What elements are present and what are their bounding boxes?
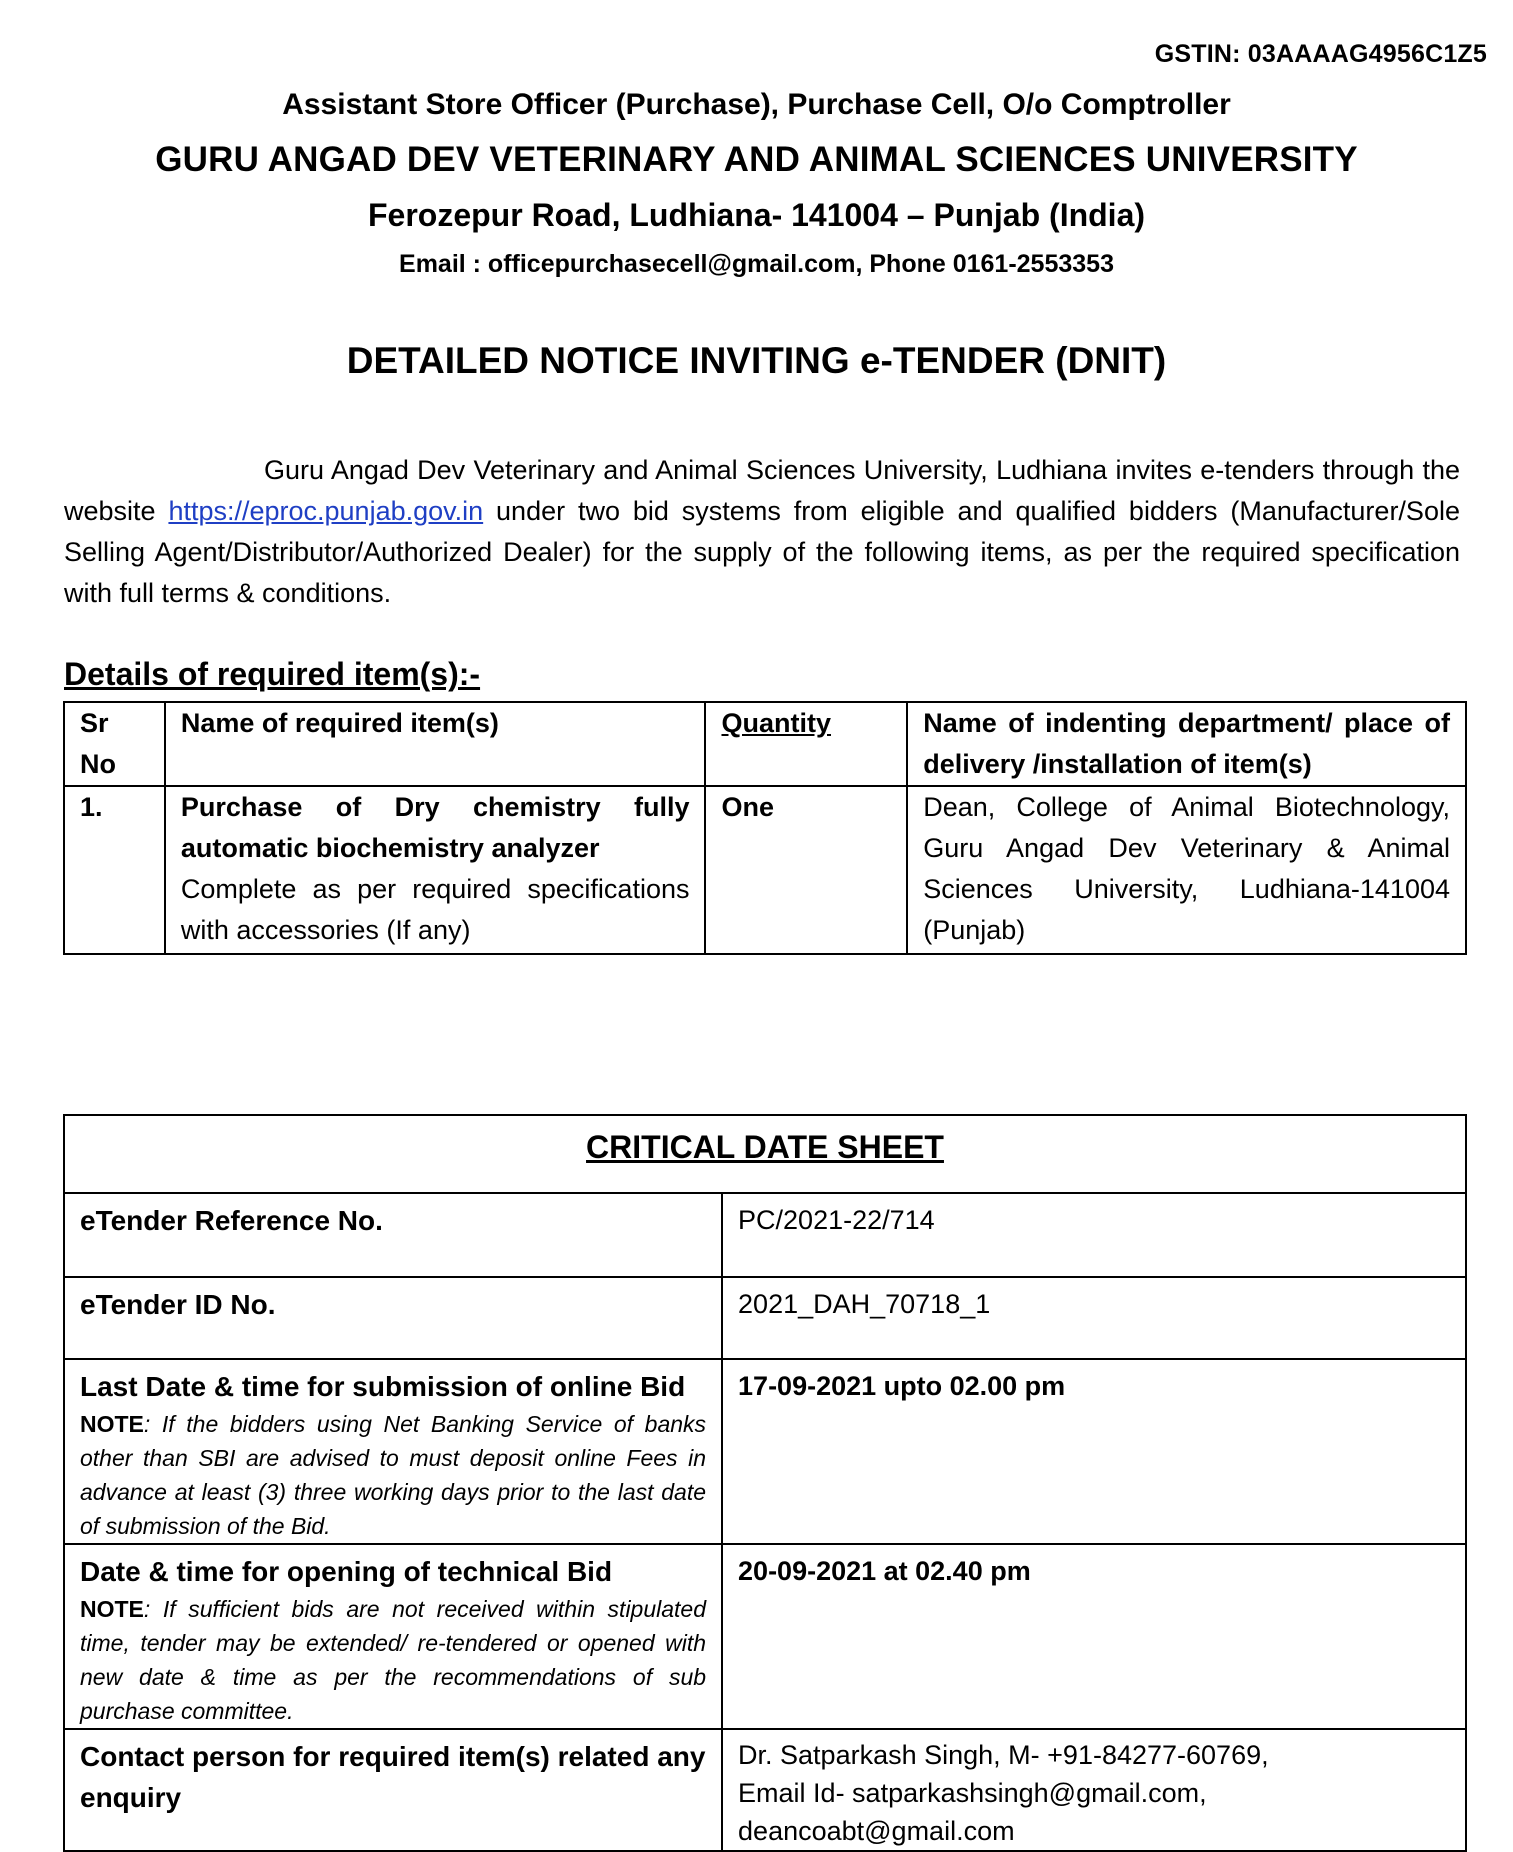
opening-note [80, 1592, 706, 1728]
table-row [64, 786, 1466, 954]
opening-label: Date & time for opening of technical Bid [80, 1556, 613, 1587]
col-quantity-label: Quantity [721, 708, 831, 738]
items-header-row [64, 702, 1466, 786]
submission-note [80, 1407, 706, 1543]
table-row [64, 1544, 1466, 1729]
notice-title: DETAILED NOTICE INVITING e-TENDER (DNIT) [346, 340, 1167, 381]
university-name: GURU ANGAD DEV VETERINARY AND ANIMAL SCIENCES UNIVERSITY [155, 140, 1358, 179]
opening-cell [64, 1544, 722, 1729]
table-row [64, 1729, 1466, 1851]
opening-note-text: : If sufficient bids are not received within stipulated time, tender may be extended/ re-tendered or opened with new date & time as per the recommendations of sub purchase committee. [80, 1596, 707, 1724]
university-address: Ferozepur Road, Ludhiana- 141004 – Punjab (India) [367, 197, 1146, 233]
contact-email-2: deancoabt@gmail.com [738, 1816, 1015, 1846]
opening-value: 20-09-2021 at 02.40 pm [722, 1544, 1466, 1729]
item-sr: 1. [64, 786, 165, 954]
contact-person-label: Contact person for required item(s) related any enquiry [64, 1729, 722, 1851]
item-name-detail: Complete as per required specifications with accessories (If any) [180, 874, 690, 945]
critical-date-sheet [63, 1114, 1467, 1852]
col-item-name: Name of required item(s) [165, 702, 706, 786]
contact-line: Email : officepurchasecell@gmail.com, Phone 0161-2553353 [399, 250, 1114, 278]
office-line: Assistant Store Officer (Purchase), Purchase Cell, O/o Comptroller [282, 88, 1231, 121]
item-name-bold: Purchase of Dry chemistry fully automatic biochemistry analyzer [180, 792, 690, 863]
submission-note-key: NOTE [80, 1411, 144, 1437]
details-heading: Details of required item(s):- [64, 656, 481, 692]
item-department: Dean, College of Animal Biotechnology, Guru Angad Dev Veterinary & Animal Sciences University, Ludhiana-141004 (Punjab) [907, 786, 1466, 954]
submission-value: 17-09-2021 upto 02.00 pm [722, 1359, 1466, 1544]
contact-email-1: Email Id- satparkashsingh@gmail.com, [738, 1778, 1207, 1808]
contact-person-cell [722, 1729, 1466, 1851]
gstin-number: GSTIN: 03AAAAG4956C1Z5 [1154, 40, 1487, 68]
opening-note-key: NOTE [80, 1596, 144, 1622]
tender-id-label: eTender ID No. [64, 1277, 722, 1359]
item-name-cell [165, 786, 706, 954]
contact-name-phone: Dr. Satparkash Singh, M- +91-84277-60769, [738, 1740, 1269, 1770]
intro-text-before: Guru Angad Dev Veterinary and Animal Sciences University, Ludhiana invites e-tenders through the website [64, 455, 1460, 526]
cds-caption: CRITICAL DATE SHEET [64, 1115, 1466, 1193]
reference-value: PC/2021-22/714 [722, 1193, 1466, 1277]
col-quantity [705, 702, 907, 786]
intro-paragraph [64, 450, 1460, 614]
col-sr-no: Sr No [64, 702, 165, 786]
table-row [64, 1193, 1466, 1277]
table-row [64, 1277, 1466, 1359]
intro-text-after: under two bid systems from eligible and qualified bidders (Manufacturer/Sole Selling Agent/Distributor/Authorized Dealer) for the supply of the following items, as per the required specification with full terms & conditions. [64, 496, 1460, 608]
tender-id-value: 2021_DAH_70718_1 [722, 1277, 1466, 1359]
reference-label: eTender Reference No. [64, 1193, 722, 1277]
cds-caption-row [64, 1115, 1466, 1193]
submission-label: Last Date & time for submission of online Bid [80, 1371, 686, 1402]
submission-cell [64, 1359, 722, 1544]
table-row [64, 1359, 1466, 1544]
eproc-link[interactable]: https://eproc.punjab.gov.in [168, 496, 484, 526]
col-department: Name of indenting department/ place of delivery /installation of item(s) [907, 702, 1466, 786]
submission-note-text: : If the bidders using Net Banking Service of banks other than SBI are advised to must deposit online Fees in advance at least (3) three working days prior to the last date of submission of the Bid. [80, 1411, 707, 1539]
items-table [63, 701, 1467, 955]
item-quantity: One [705, 786, 907, 954]
